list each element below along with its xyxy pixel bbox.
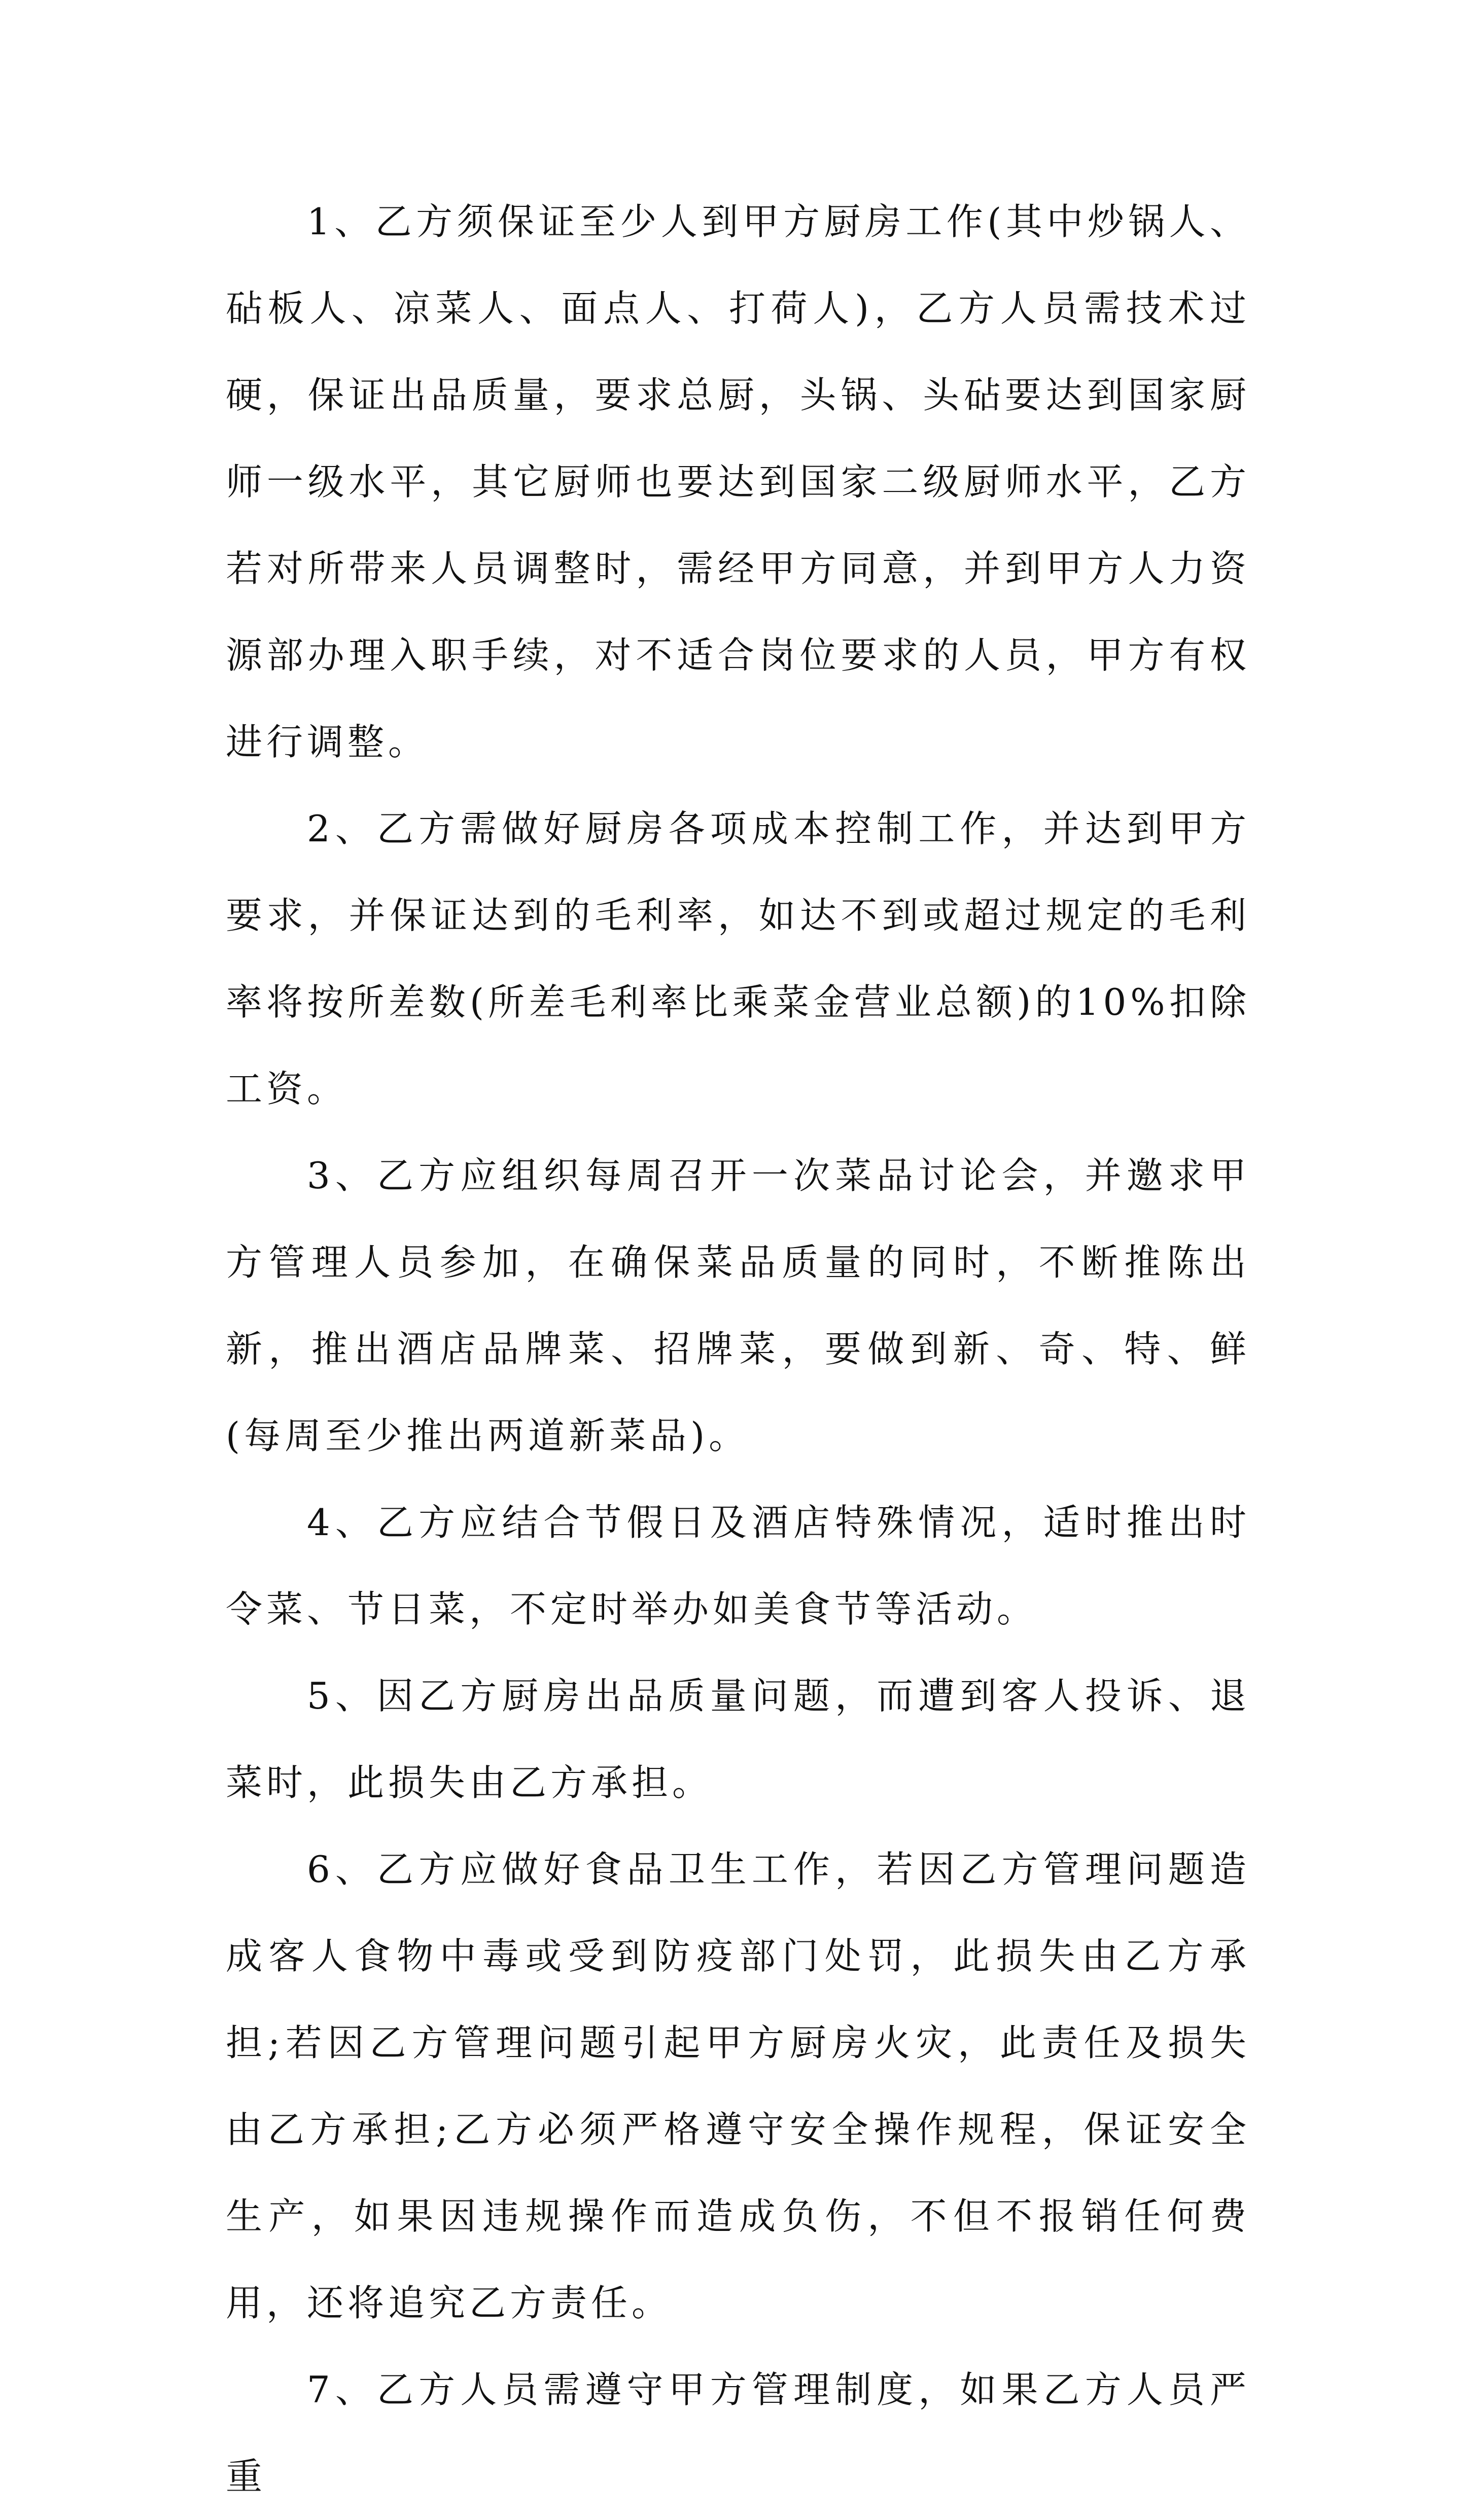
clause-2-paragraph: 2、乙方需做好厨房各项成本控制工作，并达到甲方要求，并保证达到的毛利率，如达不到或超过规定的毛利率将按所差数(所差毛利率比乘菜金营业总额)的10%扣除工资。: [226, 807, 1250, 1110]
clause-7-paragraph: 7、乙方人员需遵守甲方管理制度，如果乙方人员严重: [226, 2368, 1250, 2498]
clause-6-paragraph: 6、乙方应做好食品卫生工作，若因乙方管理问题造成客人食物中毒或受到防疫部门处罚，此损失由乙方承担;若因乙方管理问题引起甲方厨房火灾，此责任及损失由乙方承担;乙方必须严格遵守安全操作规程，保证安全生产，如果因违规操作而造成负伤，不但不报销任何费用，还将追究乙方责任。: [226, 1848, 1250, 2324]
clause-3-paragraph: 3、乙方应组织每周召开一次菜品讨论会，并邀求甲方管理人员参加，在确保菜品质量的同时，不断推陈出新，推出酒店品牌菜、招牌菜，要做到新、奇、特、鲜(每周至少推出两道新菜品)。: [226, 1154, 1250, 1457]
document-body: [226, 179, 1250, 2520]
clause-1-paragraph: 1、乙方须保证至少人到甲方厨房工作(其中炒锅人、砧板人、凉菜人、面点人、打荷人)，乙方人员需技术过硬，保证出品质量，要求总厨，头锅、头砧要达到国家厨师一级水平，其它厨师也要达到国家二级厨师水平，乙方若对所带来人员调整时，需经甲方同意，并到甲方人力资源部办理入职手续，对不适合岗位要求的人员，甲方有权进行调整。: [226, 200, 1250, 763]
clause-4-paragraph: 4、乙方应结合节假日及酒店特殊情况，适时推出时令菜、节日菜，不定时举办如美食节等活动。: [226, 1501, 1250, 1630]
clause-5-paragraph: 5、因乙方厨房出品质量问题，而遭到客人投诉、退菜时，此损失由乙方承担。: [226, 1675, 1250, 1804]
